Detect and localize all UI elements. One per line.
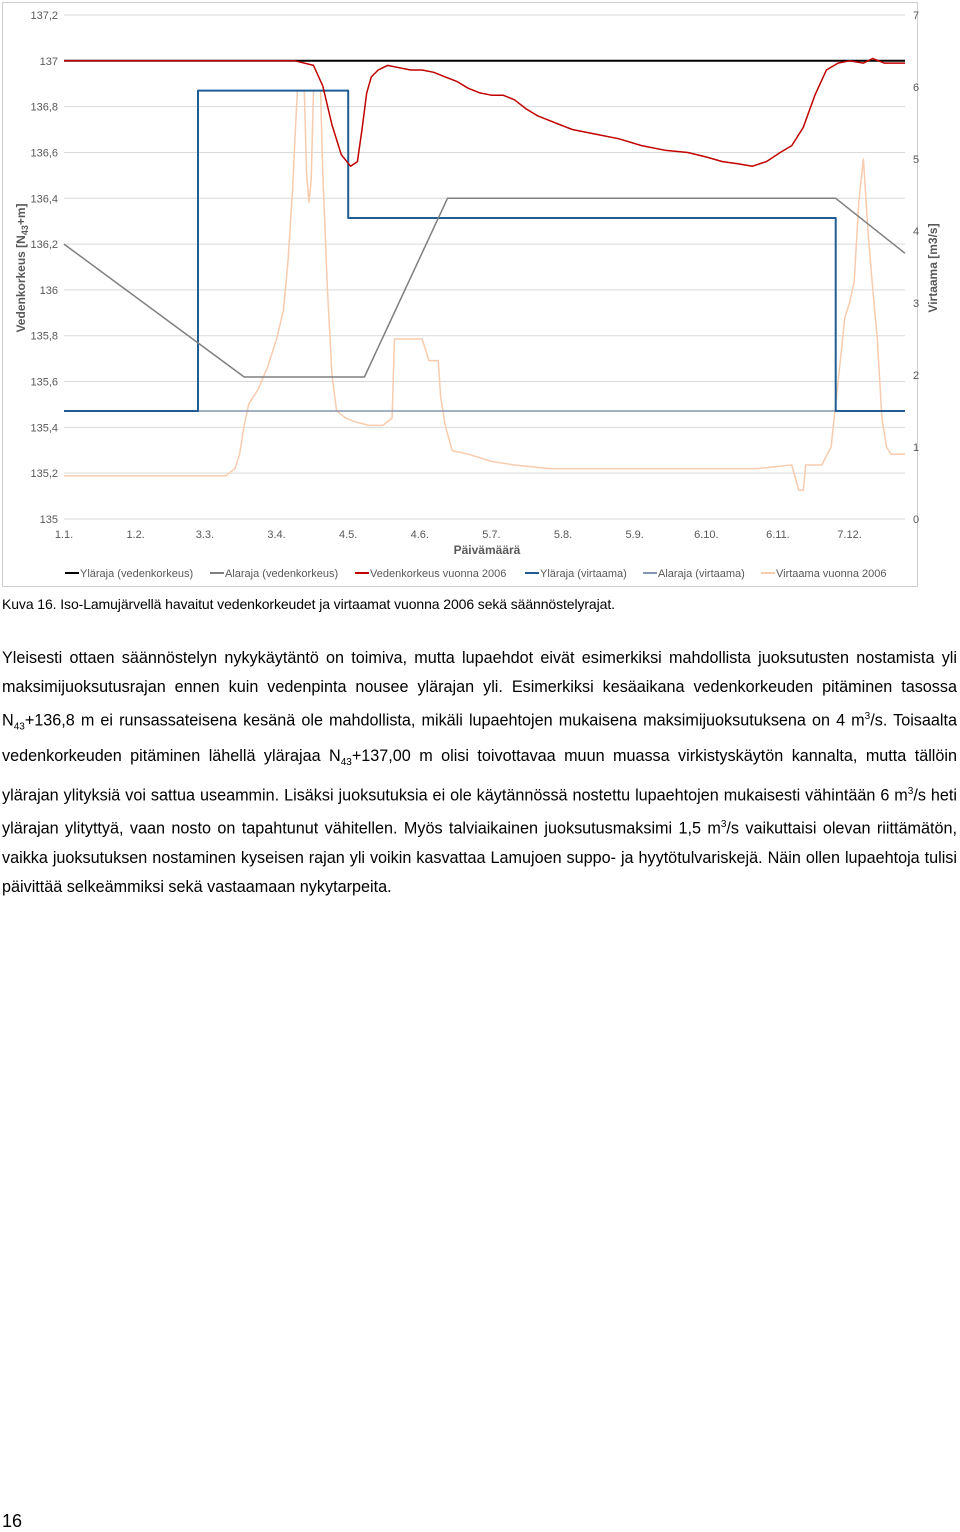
y-right-tick-label: 6 [912, 82, 920, 94]
paragraph-text: /s. Toisaalta vedenkorkeuden pitäminen lähellä ylärajaa N [2, 711, 957, 765]
paragraph-subscript: 43 [13, 721, 25, 733]
y-right-tick-label: 2 [912, 370, 920, 382]
paragraph-text: /s heti ylärajan ylityttyä, vaan nosto on tapahtunut vähitellen. Myös talviaikainen juoksutusmaksimi 1,5 m [2, 786, 957, 838]
chart-container [2, 2, 940, 587]
y-axis-right-title: Virtaama [m3/s] [926, 223, 940, 313]
series-line-alaraja-vedenkorkeus- [64, 198, 905, 377]
x-tick-label: 5.8. [553, 529, 573, 541]
paragraph-text: Yleisesti ottaen säännöstelyn nykykäytäntö on toimiva, mutta lupaehdot eivät esimerkiksi mahdollista juoksutusten nostamista yli maksimijuoksutusrajan ennen kuin vedenpinta nousee ylärajan yli. Esimerkiksi kesäaikana vedenkorkeuden pitäminen tasossa N [2, 649, 957, 730]
x-tick-label: 3.3. [195, 529, 215, 541]
y-left-tick-label: 137 [39, 55, 58, 68]
x-tick-label: 1.2. [126, 529, 145, 541]
y-left-tick-label: 136 [39, 284, 58, 297]
legend-label: Yläraja (virtaama) [540, 568, 627, 580]
water-level-flow-chart [3, 3, 940, 588]
y-left-tick-label: 136,6 [30, 147, 58, 160]
x-tick-label: 7.12. [837, 529, 862, 541]
series-line-vedenkorkeus-vuonna-2006 [64, 59, 905, 167]
legend-label: Alaraja (virtaama) [658, 568, 745, 580]
paragraph-superscript: 3 [907, 785, 914, 797]
y-right-tick-label: 1 [912, 442, 920, 454]
figure-caption: Kuva 16. Iso-Lamujärvellä havaitut vedenkorkeudet ja virtaamat vuonna 2006 sekä säännöstelyrajat. [2, 596, 615, 612]
legend-label: Virtaama vuonna 2006 [776, 568, 887, 580]
y-right-tick-label: 0 [912, 514, 920, 526]
y-left-tick-label: 135,6 [30, 376, 58, 389]
x-tick-label: 4.5. [339, 529, 358, 541]
x-tick-label: 1.1. [54, 529, 74, 541]
y-left-tick-label: 135,8 [30, 330, 58, 343]
x-axis-title: Päivämäärä [453, 543, 521, 557]
y-left-tick-label: 137,2 [30, 10, 58, 22]
series-line-yläraja-virtaama- [64, 91, 905, 411]
y-axis-left-title-sub: 43 [20, 225, 30, 236]
page-number: 16 [2, 1511, 23, 1531]
body-paragraph [2, 644, 957, 902]
paragraph-superscript: 3 [720, 819, 727, 831]
y-left-tick-label: 135,2 [30, 468, 58, 481]
x-tick-label: 5.9. [625, 529, 644, 541]
y-left-tick-label: 135 [39, 514, 58, 526]
y-left-tick-label: 136,4 [30, 193, 58, 206]
legend-label: Vedenkorkeus vuonna 2006 [370, 568, 507, 580]
paragraph-text: +136,8 m ei runsassateisena kesänä ole mahdollista, mikäli lupaehtojen mukaisena maksimijuoksutuksena on 4 m [24, 711, 865, 730]
y-right-tick-label: 3 [912, 298, 920, 310]
y-left-tick-label: 136,2 [30, 239, 58, 252]
paragraph-subscript: 43 [340, 756, 352, 768]
y-axis-left-title-end: +m] [14, 203, 28, 226]
paragraph-text: +137,00 m olisi toivottavaa muun muassa virkistyskäytön kannalta, mutta tällöin ylärajan ylityksiä voi sattua useammin. Lisäksi juoksutuksia ei ole käytännössä nostettu lupaehtojen mukaisesti vähintään 6 m [2, 746, 957, 805]
legend-label: Alaraja (vedenkorkeus) [225, 568, 339, 580]
y-right-tick-label: 4 [912, 226, 920, 238]
x-tick-label: 3.4. [267, 529, 286, 541]
x-tick-label: 6.10. [694, 529, 719, 541]
x-tick-label: 5.7. [482, 529, 501, 541]
y-right-tick-label: 5 [912, 154, 920, 166]
y-axis-left-title [14, 203, 30, 332]
y-left-tick-label: 135,4 [30, 422, 58, 435]
y-axis-left-title-main: Vedenkorkeus [N [14, 235, 28, 333]
y-left-tick-label: 136,8 [30, 101, 58, 114]
legend-label: Yläraja (vedenkorkeus) [80, 568, 194, 580]
legend [65, 568, 887, 580]
x-tick-label: 4.6. [410, 529, 429, 541]
paragraph-superscript: 3 [864, 711, 871, 722]
x-tick-label: 6.11. [766, 529, 790, 541]
paragraph-text: /s vaikuttaisi olevan riittämätön, vaikka juoksutuksen nostaminen kyseisen rajan yli voikin kasvattaa Lamujoen suppo- ja hyytötulvariskejä. Näin ollen lupaehtoja tulisi päivittää selkeämmiksi sekä vastaamaan nykytarpeita. [2, 819, 957, 896]
y-right-tick-label: 7 [912, 10, 920, 22]
